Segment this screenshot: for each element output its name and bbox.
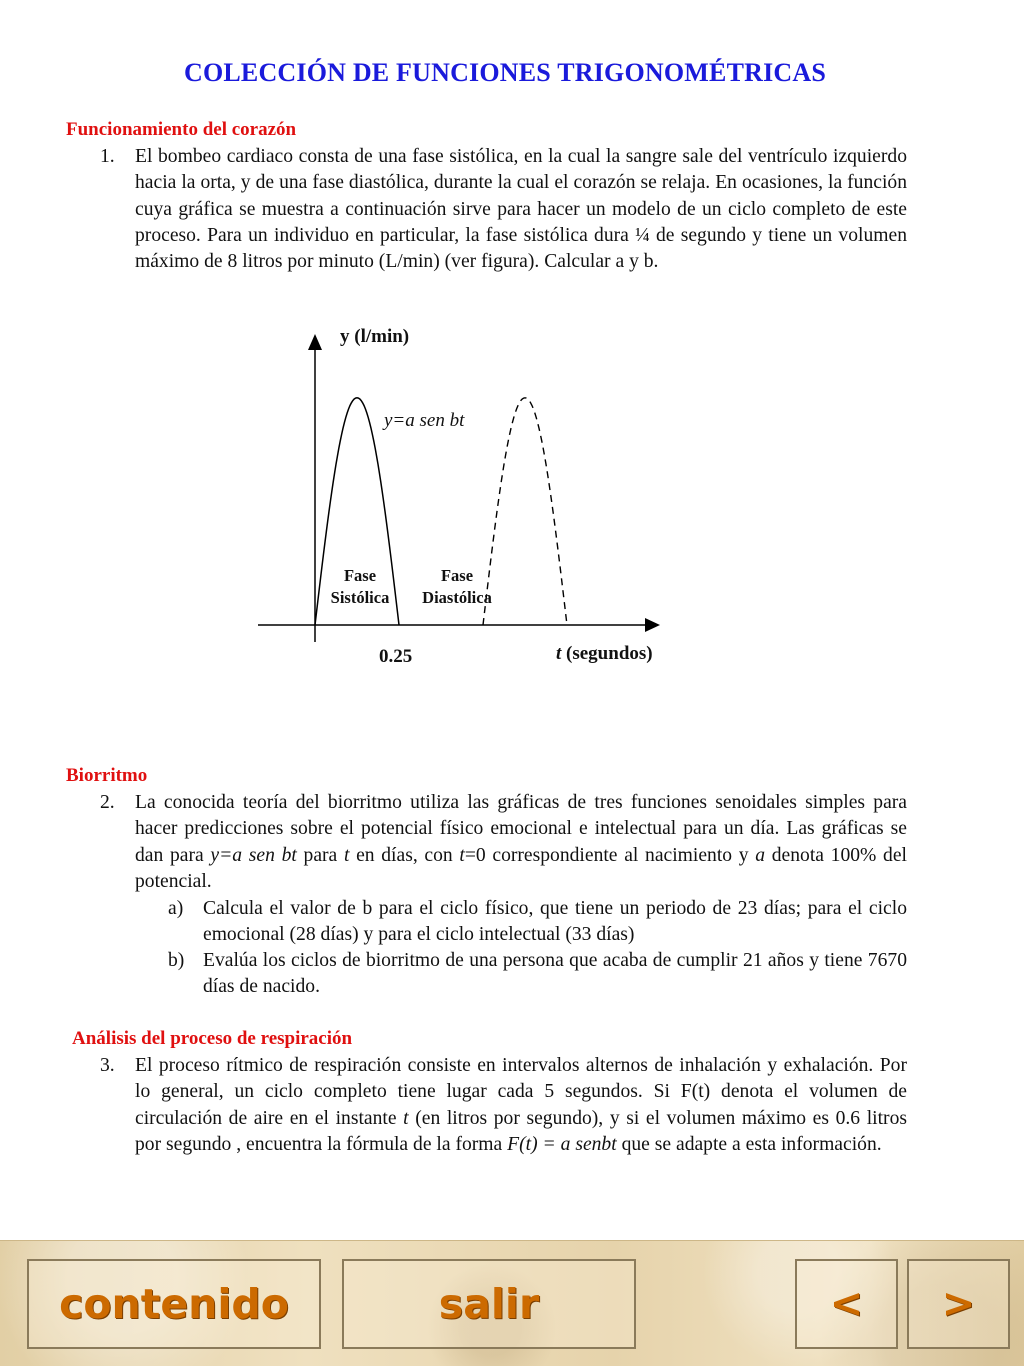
y-axis-arrow-icon	[308, 334, 322, 350]
x-tick-label: 0.25	[379, 646, 413, 667]
next-button[interactable]: >	[907, 1259, 1010, 1349]
contents-button[interactable]: contenido	[27, 1259, 321, 1349]
exit-button[interactable]: salir	[342, 1259, 636, 1349]
heart-cycle-chart	[250, 320, 690, 675]
y-axis-label: y (l/min)	[340, 326, 410, 347]
x-axis-arrow-icon	[645, 618, 660, 632]
problem-3-text: El proceso rítmico de respiración consiste en intervalos alternos de inhalación y exhalación. Por lo general, un ciclo completo tiene lugar cada 5 segundos. Si F(t) denota el volumen de circulación de aire en el instante t (en litros por segundo), y si el volumen máximo es 0.6 litros por segundo , encuentra la fórmula de la forma F(t) = a senbt que se adapte a esta información.	[135, 1055, 908, 1155]
heart-cycle-figure	[250, 320, 690, 675]
section-heading-biorhythm: Biorritmo	[66, 765, 148, 786]
problem-2-text: La conocida teoría del biorritmo utiliza las gráficas de tres funciones senoidales simples para hacer predicciones sobre el potencial físico emocional e intelectual para un día. Las gráficas se dan para y=a sen bt para t en días, con t=0 correspondiente al nacimiento y a denota 100% del potencial.	[135, 792, 907, 892]
subitem-label: a)	[168, 898, 184, 919]
item-number: 3.	[100, 1055, 115, 1076]
equation-label: y=a sen bt	[384, 410, 465, 431]
diastolic-phase-label: Fase Diastólica	[422, 566, 492, 607]
previous-button[interactable]: <	[795, 1259, 898, 1349]
item-number: 2.	[100, 792, 115, 813]
problem-1-text: El bombeo cardiaco consta de una fase sistólica, en la cual la sangre sale del ventrículo izquierdo hacia la orta, y de una fase diastólica, durante la cual el corazón se relaja. En ocasiones, la función cuya gráfica se muestra a continuación sirve para hacer un modelo de un ciclo completo de este proceso. Para un individuo en particular, la fase sistólica dura ¼ de segundo y tiene un volumen máximo de 8 litros por minuto (L/min) (ver figura). Calcular a y b.	[135, 146, 907, 273]
problem-2b-text: Evalúa los ciclos de biorritmo de una persona que acaba de cumplir 21 años y tiene 7670 días de nacido.	[203, 950, 907, 998]
page-title: COLECCIÓN DE FUNCIONES TRIGONOMÉTRICAS	[183, 58, 827, 87]
section-heading-heart: Funcionamiento del corazón	[66, 119, 297, 140]
systolic-phase-label: Fase Sistólica	[330, 566, 390, 607]
navigation-bar	[0, 1240, 1024, 1366]
section-heading-breathing: Análisis del proceso de respiración	[72, 1028, 353, 1049]
x-axis-label: t (segundos)	[556, 643, 653, 664]
problem-2a-text: Calcula el valor de b para el ciclo físico, que tiene un periodo de 23 días; para el ciclo emocional (28 días) y para el ciclo intelectual (33 días)	[203, 898, 907, 946]
item-number: 1.	[100, 146, 115, 167]
subitem-label: b)	[168, 950, 185, 971]
